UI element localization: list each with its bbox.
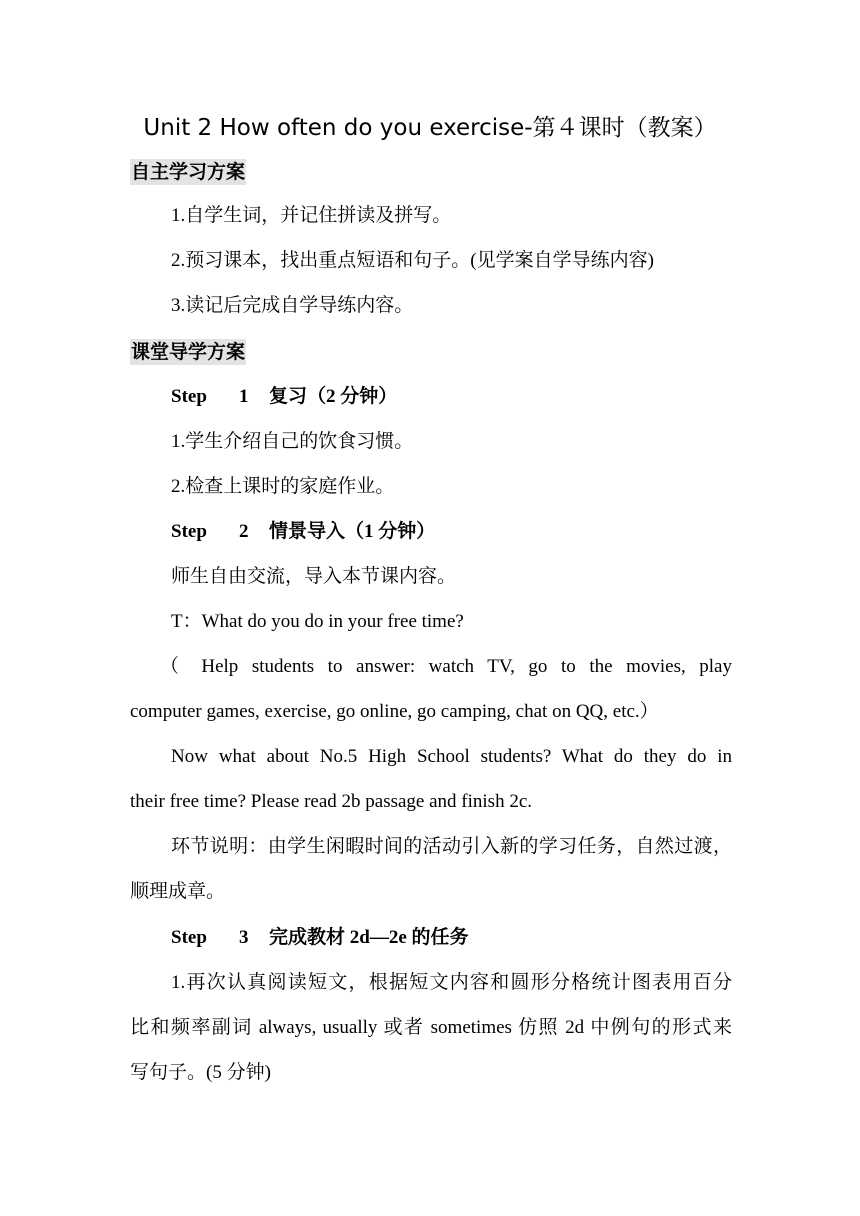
step-2-number: 2 — [239, 521, 249, 542]
step-2-title: 情景导入（1 分钟） — [269, 521, 436, 542]
step-3-word: Step — [171, 927, 207, 948]
step-2-word: Step — [171, 521, 207, 542]
step-2-intro: 师生自由交流，导入本节课内容。 — [171, 566, 457, 587]
step-2-note-line-1: 环节说明：由学生闲暇时间的活动引入新的学习任务，自然过渡， — [171, 836, 732, 857]
step-3-task-line-2: 比和频率副词 always, usually 或者 sometimes 仿照 2d 中例句的形式来 — [130, 1017, 732, 1038]
self-study-item-3: 3.读记后完成自学导练内容。 — [171, 295, 414, 316]
document-title: Unit 2 How often do you exercise-第４课时（教案） — [143, 115, 717, 141]
step-1-heading — [171, 384, 732, 410]
section-heading-classroom: 课堂导学方案 — [131, 341, 246, 363]
step-3-task-line-3: 写句子。(5 分钟) — [130, 1062, 271, 1083]
step-2-help-line-2: computer games, exercise, go online, go camping, chat on QQ, etc.） — [130, 701, 659, 722]
step-1-title: 复习（2 分钟） — [269, 386, 398, 407]
step-2-question: T：What do you do in your free time? — [171, 611, 464, 632]
step-1-word: Step — [171, 386, 207, 407]
step-3-heading — [171, 925, 732, 951]
self-study-item-1: 1.自学生词，并记住拼读及拼写。 — [171, 205, 452, 226]
step-2-now-line-1: Now what about No.5 High School students? What do they do in — [171, 746, 732, 767]
step-2-now-line-2: their free time? Please read 2b passage and finish 2c. — [130, 791, 533, 812]
step-3-number: 3 — [239, 927, 249, 948]
step-1-number: 1 — [239, 386, 249, 407]
step-3-title: 完成教材 2d—2e 的任务 — [269, 927, 469, 948]
step-2-heading — [171, 519, 732, 545]
step-2-help-line-1: （ Help students to answer: watch TV, go to the movies, play — [160, 656, 732, 677]
self-study-item-2: 2.预习课本，找出重点短语和句子。(见学案自学导练内容) — [171, 250, 654, 271]
step-1-item-1: 1.学生介绍自己的饮食习惯。 — [171, 431, 414, 452]
section-heading-self-study: 自主学习方案 — [131, 161, 246, 183]
step-1-item-2: 2.检查上课时的家庭作业。 — [171, 476, 395, 497]
step-3-task-line-1: 1.再次认真阅读短文，根据短文内容和圆形分格统计图表用百分 — [171, 972, 732, 993]
step-2-note-line-2: 顺理成章。 — [130, 881, 226, 902]
